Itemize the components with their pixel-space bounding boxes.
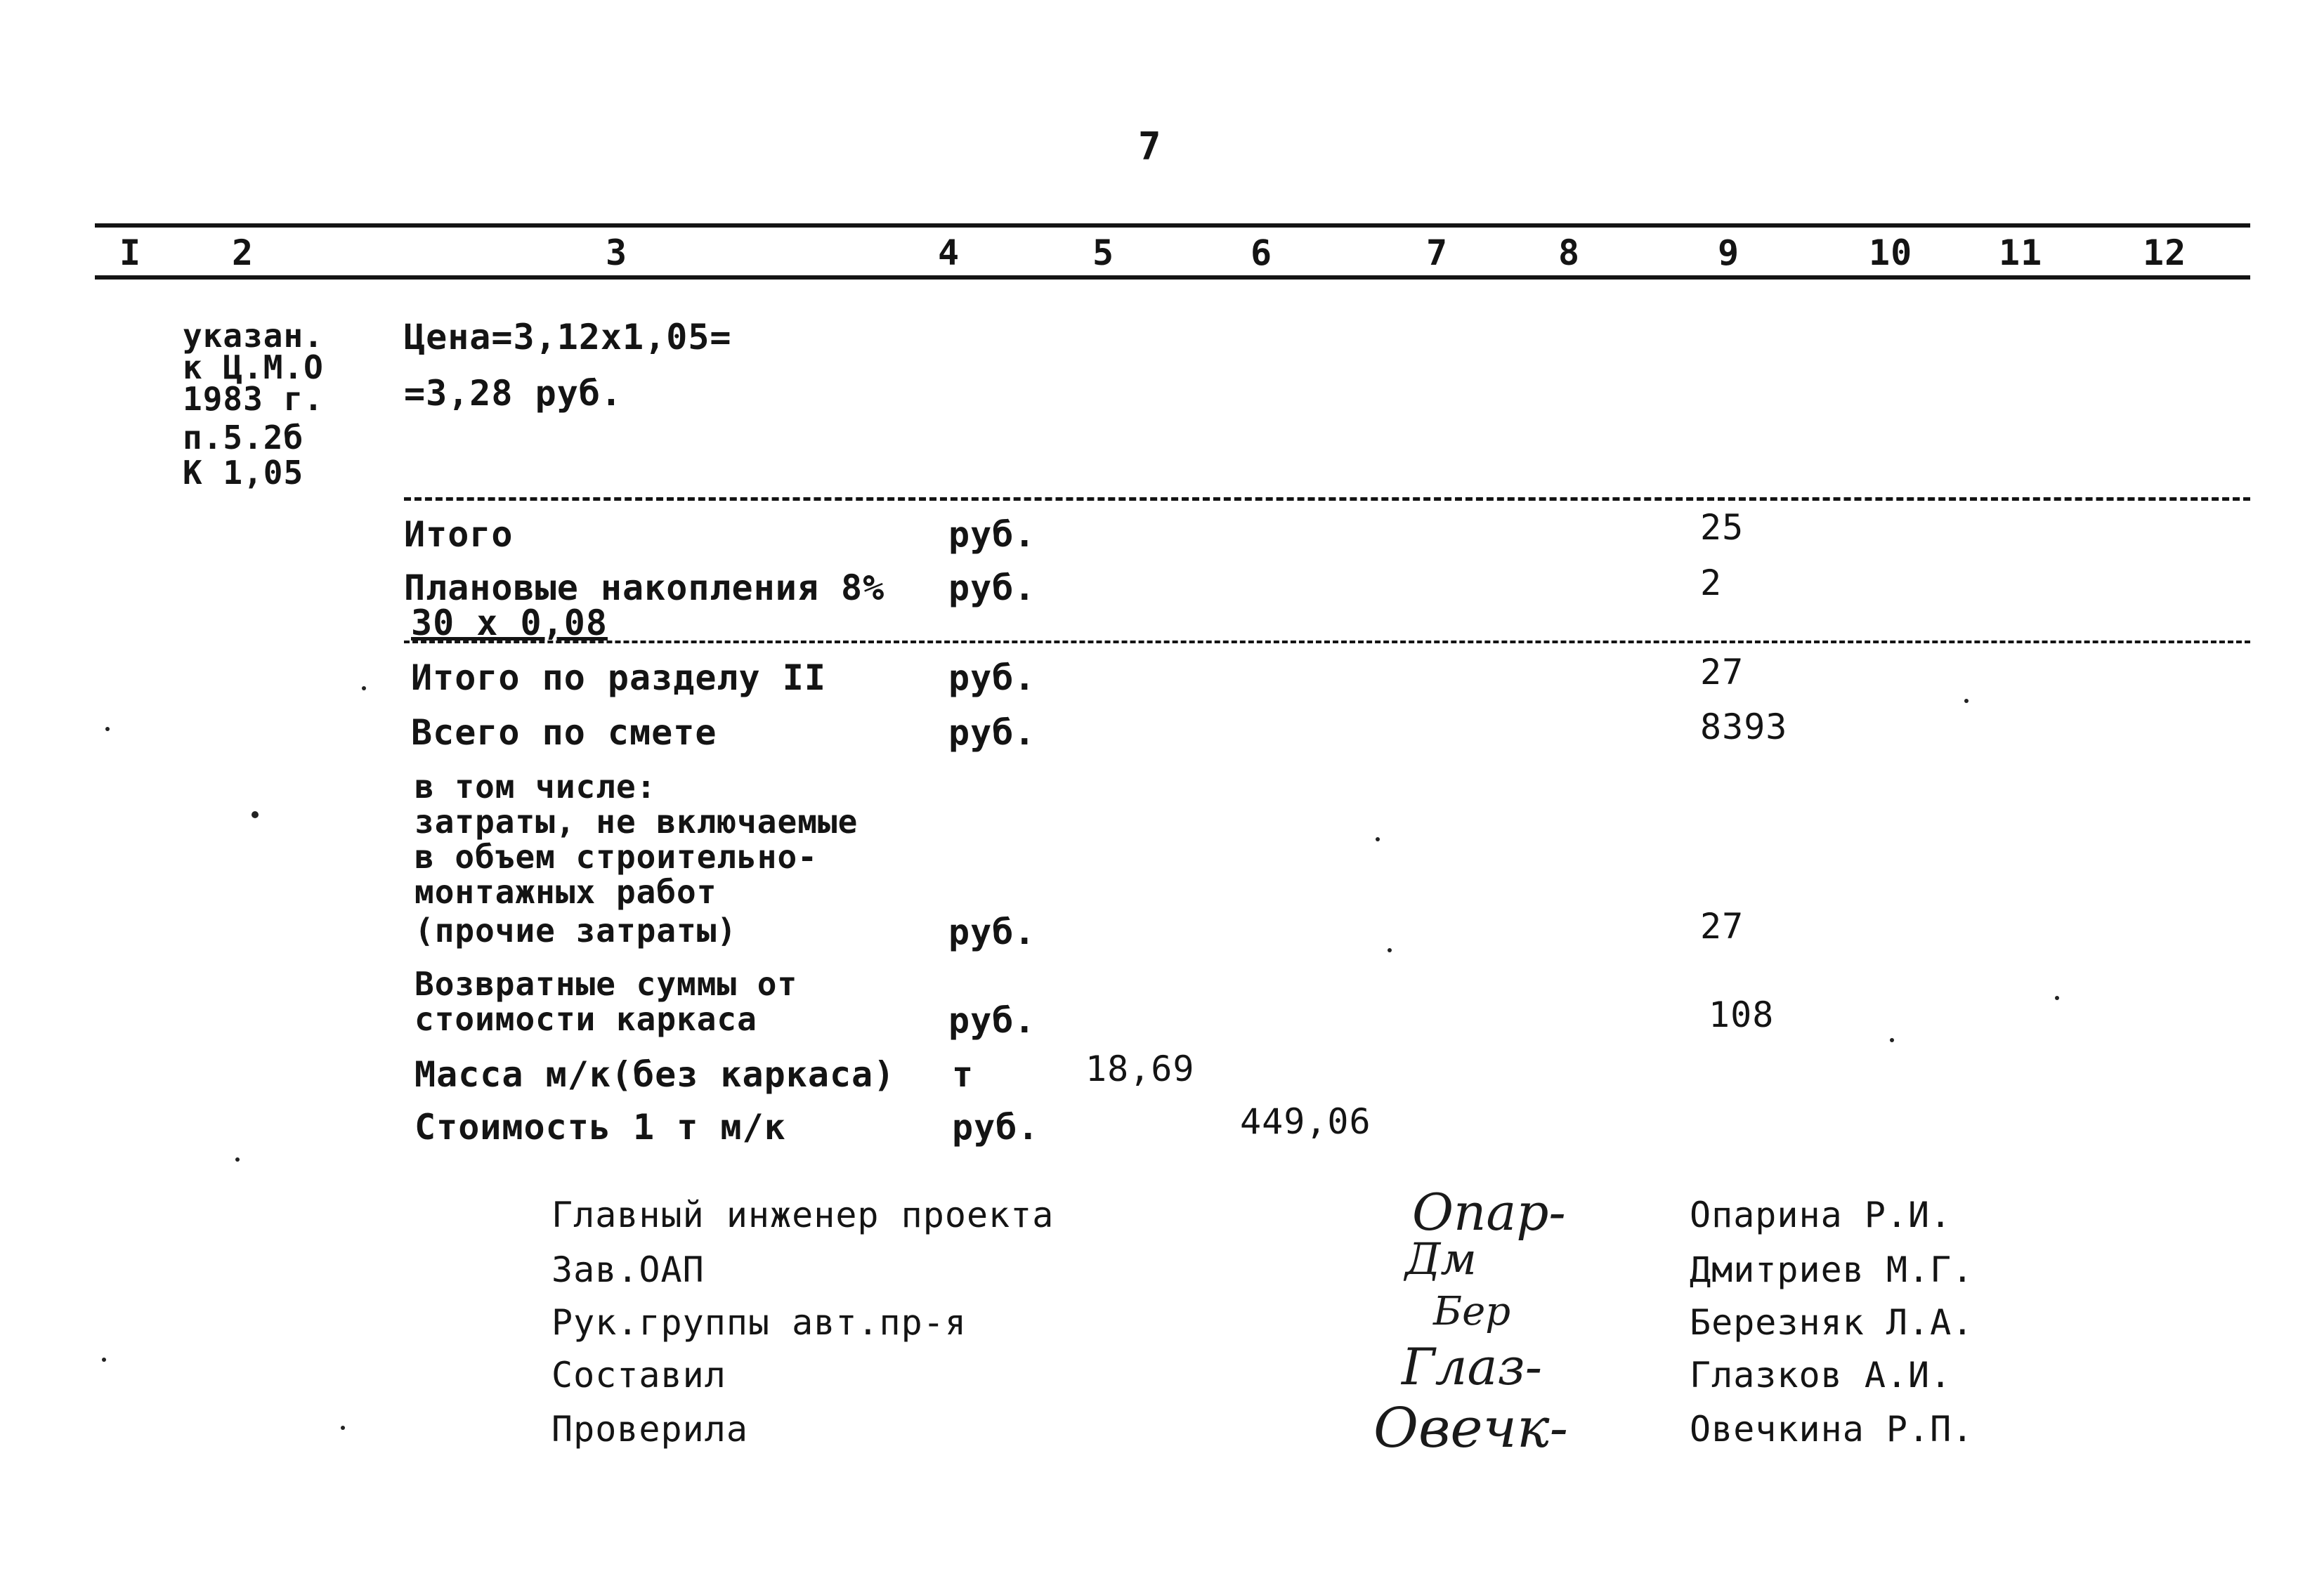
signatory-role: Рук.группы авт.пр-я xyxy=(551,1302,967,1343)
column-header: 10 xyxy=(1869,232,1913,273)
signatory-role: Главный инженер проекта xyxy=(551,1195,1055,1235)
signatory-name: Опарина Р.И. xyxy=(1690,1195,1952,1235)
column-header: 4 xyxy=(938,232,960,273)
row-value-col9: 108 xyxy=(1709,994,1775,1035)
signatory-role: Проверила xyxy=(551,1409,748,1450)
row-label: Итого xyxy=(404,514,514,555)
column-header: 9 xyxy=(1718,232,1740,273)
section-rule xyxy=(404,497,2250,501)
row-label-line: стоимости каркаса xyxy=(414,1000,757,1038)
scan-speck xyxy=(1388,948,1392,952)
row-value-col5: 18,69 xyxy=(1085,1049,1195,1089)
scan-speck xyxy=(102,1358,106,1362)
scan-speck xyxy=(1890,1038,1894,1042)
handwritten-signature: Овечк- xyxy=(1373,1397,1568,1460)
column-header: 2 xyxy=(232,232,254,273)
basis-note-line: указан. xyxy=(183,317,324,355)
row-value-col9: 27 xyxy=(1700,652,1744,692)
scan-speck xyxy=(1964,699,1969,703)
column-header: I xyxy=(119,232,142,273)
row-unit: руб. xyxy=(948,657,1036,698)
row-value-col9: 27 xyxy=(1700,906,1744,947)
scan-speck xyxy=(1376,837,1380,841)
header-bottom-rule xyxy=(95,275,2250,280)
handwritten-signature: Глаз- xyxy=(1402,1337,1543,1396)
handwritten-signature: Опар- xyxy=(1412,1183,1566,1242)
row-label: Стоимость 1 т м/к xyxy=(414,1107,786,1148)
basis-note-line: п.5.2б xyxy=(183,419,304,457)
header-top-rule xyxy=(95,223,2250,228)
basis-note-line: К 1,05 xyxy=(183,454,304,492)
row-label-line: монтажных работ xyxy=(414,873,717,911)
row-unit: руб. xyxy=(948,1000,1036,1041)
handwritten-signature: Дм xyxy=(1405,1233,1477,1285)
row-label-line: в том числе: xyxy=(414,768,657,806)
row-unit: руб. xyxy=(948,514,1036,555)
signatory-name: Березняк Л.А. xyxy=(1690,1302,1974,1343)
column-header: 6 xyxy=(1251,232,1273,273)
row-label: Итого по разделу II xyxy=(411,657,826,698)
scan-speck xyxy=(2055,996,2059,1000)
row-sublabel: 30 х 0,08 xyxy=(411,603,608,643)
row-label-line: в объем строительно- xyxy=(414,838,818,876)
row-unit: руб. xyxy=(948,567,1036,608)
scan-speck xyxy=(362,686,366,690)
signatory-name: Дмитриев М.Г. xyxy=(1690,1249,1974,1290)
column-header: 8 xyxy=(1558,232,1581,273)
row-label: Всего по смете xyxy=(411,712,717,753)
row-unit: руб. xyxy=(948,712,1036,753)
row-label-line: Возвратные суммы от xyxy=(414,965,798,1003)
row-unit: руб. xyxy=(948,912,1036,952)
row-label: Плановые накопления 8% xyxy=(404,567,885,608)
row-label-line: (прочие затраты) xyxy=(414,912,738,950)
page-number: 7 xyxy=(1138,124,1162,169)
row-value-col9: 25 xyxy=(1700,507,1744,548)
signatory-name: Овечкина Р.П. xyxy=(1690,1409,1974,1450)
row-label: Масса м/к(без каркаса) xyxy=(414,1054,896,1095)
price-formula-line: =3,28 руб. xyxy=(404,373,623,414)
subtotal-rule xyxy=(404,641,2250,643)
row-label-line: затраты, не включаемые xyxy=(414,803,859,841)
row-unit: руб. xyxy=(952,1107,1040,1148)
scan-speck xyxy=(252,811,259,818)
price-formula-line: Цена=3,12x1,05= xyxy=(404,317,732,357)
signatory-name: Глазков А.И. xyxy=(1690,1355,1952,1396)
scan-speck xyxy=(235,1157,240,1162)
scan-speck xyxy=(341,1426,345,1430)
row-unit: т xyxy=(952,1054,974,1095)
signatory-role: Зав.ОАП xyxy=(551,1249,705,1290)
signatory-role: Составил xyxy=(551,1355,726,1396)
row-value-col6: 449,06 xyxy=(1240,1101,1371,1142)
row-value-col9: 8393 xyxy=(1700,707,1788,747)
column-header: 5 xyxy=(1092,232,1115,273)
handwritten-signature: Бер xyxy=(1433,1289,1511,1334)
basis-note-line: к Ц.М.О xyxy=(183,348,324,386)
scan-speck xyxy=(105,727,110,731)
column-header: 3 xyxy=(606,232,628,273)
column-header: 11 xyxy=(1999,232,2043,273)
basis-note-line: 1983 г. xyxy=(183,380,324,418)
column-header: 7 xyxy=(1426,232,1449,273)
column-header: 12 xyxy=(2143,232,2187,273)
row-value-col9: 2 xyxy=(1700,563,1723,603)
